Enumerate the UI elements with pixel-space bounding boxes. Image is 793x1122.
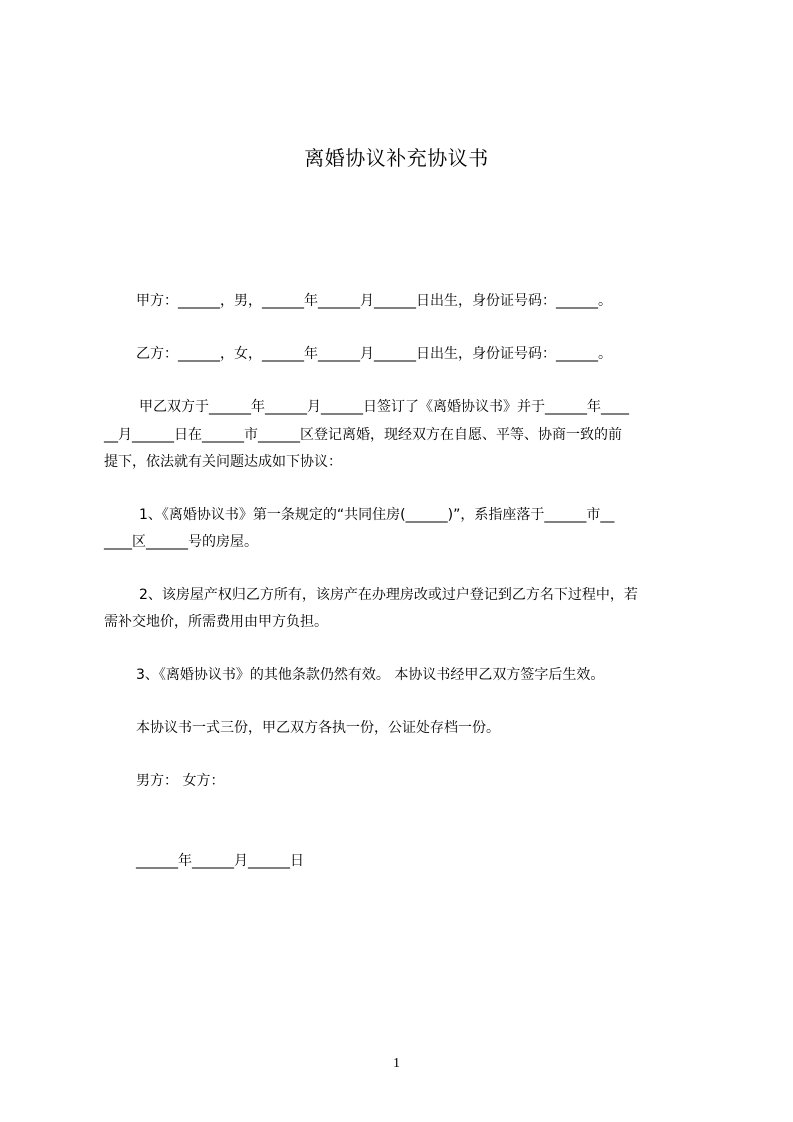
page-number: 1: [393, 1056, 400, 1071]
clause-1-line-2: ____区______号的房屋。: [104, 534, 258, 550]
signatures-line: 男方： 女方：: [136, 773, 225, 789]
intro-line-1: 甲乙双方于______年______月______日签订了《离婚协议书》并于______年____: [139, 399, 629, 415]
clause-2-line-2: 需补交地价，所需费用由甲方负担。: [104, 614, 328, 630]
copies-line: 本协议书一式三份，甲乙双方各执一份，公证处存档一份。: [136, 720, 500, 736]
date-line: ______年______月______日: [136, 853, 304, 869]
intro-line-2: __月______日在______市______区登记离婚，现经双方在自愿、平等、协商一致的前: [104, 427, 622, 443]
clause-2-line-1: 2、该房屋产权归乙方所有，该房产在办理房改或过户登记到乙方名下过程中，若: [139, 587, 638, 603]
party-b-line: 乙方：______，女，______年______月______日出生，身份证号码：______。: [136, 346, 612, 362]
document-title: 离婚协议补充协议书: [304, 146, 489, 170]
party-a-line: 甲方：______，男，______年______月______日出生，身份证号码：______。: [136, 293, 612, 309]
intro-line-3: 提下，依法就有关问题达成如下协议：: [104, 454, 342, 470]
clause-3-line: 3、《离婚协议书》的其他条款仍然有效。 本协议书经甲乙双方签字后生效。: [136, 667, 605, 683]
clause-1-line-1: 1、《离婚协议书》第一条规定的“共同住房(______)”，系指座落于______市__: [139, 507, 615, 523]
